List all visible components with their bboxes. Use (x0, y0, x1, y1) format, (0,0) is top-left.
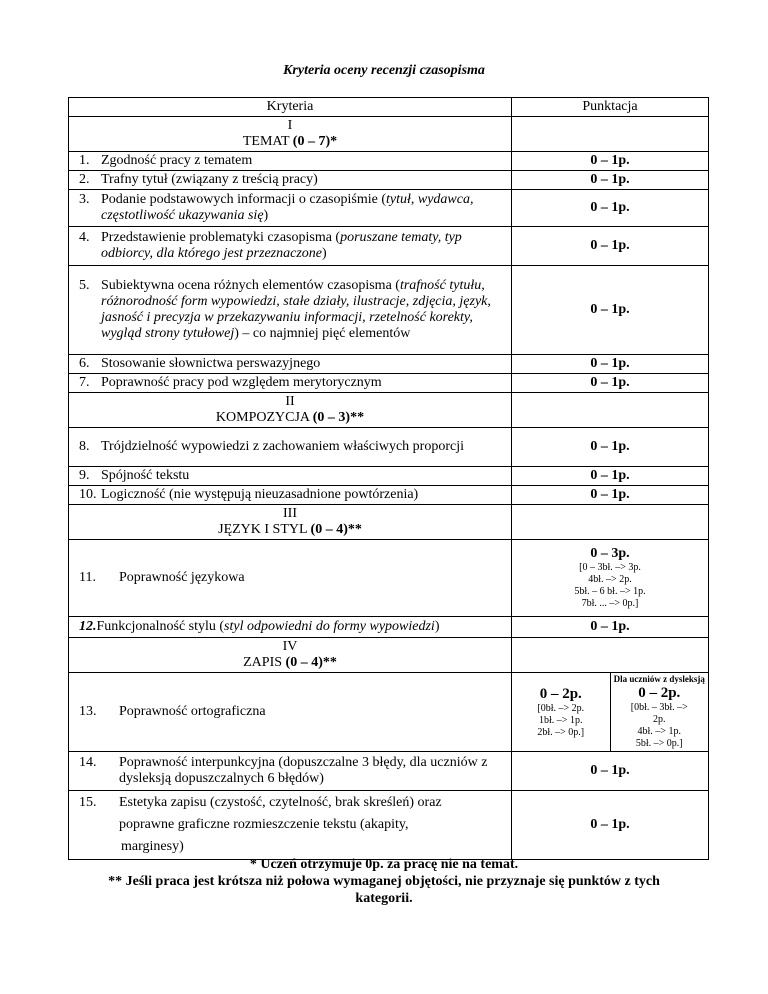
item-text: Trójdzielność wypowiedzi z zachowaniem właściwych proporcji (101, 439, 464, 454)
table-row (69, 428, 709, 467)
score-detail: [0bł. – 3bł. –> (630, 702, 688, 713)
item-text: Zgodność pracy z tematem (101, 153, 253, 168)
item-score-cell (512, 540, 709, 617)
item-number: 8. (79, 439, 90, 454)
item-score: 0 – 2p. (539, 686, 582, 702)
section-name: KOMPOZYCJA (215, 410, 310, 425)
item-number: 13. (79, 704, 97, 719)
item-text: Spójność tekstu (101, 468, 190, 483)
item-score: 0 – 1p. (512, 266, 709, 355)
section-range: (0 – 3) (312, 410, 351, 425)
table-row (69, 355, 709, 374)
section-mark: * (330, 134, 338, 149)
section-roman: III (283, 506, 297, 521)
item-text: Funkcjonalność stylu (styl odpowiedni do formy wypowiedzi) (96, 619, 440, 634)
score-detail: 2bł. –> 0p.] (537, 727, 585, 738)
header-criteria: Kryteria (69, 98, 512, 117)
footnotes (0, 856, 768, 907)
table-row (69, 791, 709, 860)
score-detail: 5bł. – 6 bł. –> 1p. (574, 586, 646, 597)
item-score: 0 – 1p. (512, 752, 709, 791)
section-mark: ** (322, 655, 337, 670)
item-text: Przedstawienie problematyki czasopisma (poruszane tematy, typ odbiorcy, dla którego jest przeznaczone) (101, 230, 462, 261)
score-detail: 4bł. –> 1p. (637, 726, 681, 737)
item-text: Estetyka zapisu (czystość, czytelność, brak skreśleń) oraz (119, 795, 442, 810)
item-score: 0 – 1p. (512, 190, 709, 227)
section-mark: ** (347, 522, 362, 537)
section-row (69, 505, 709, 540)
item-number: 3. (79, 192, 90, 207)
score-detail: 5bł. –> 0p.] (635, 738, 683, 749)
score-detail: 4bł. –> 2p. (588, 574, 632, 585)
table-row (69, 673, 709, 752)
item-text: Poprawność interpunkcyjna (dopuszczalne 3 błędy, dla uczniów z dysleksją dopuszczalnych 6 błędów) (119, 755, 488, 786)
item-number: 11. (79, 570, 96, 585)
item-number: 10. (79, 487, 97, 502)
dyslexia-label: Dla uczniów z dysleksją (613, 674, 705, 684)
section-roman: II (285, 394, 295, 409)
item-number: 7. (79, 375, 90, 390)
item-score: 0 – 1p. (512, 467, 709, 486)
table-row (69, 486, 709, 505)
item-score: 0 – 1p. (512, 617, 709, 638)
table-row (69, 540, 709, 617)
item-score: 0 – 1p. (512, 486, 709, 505)
section-row (69, 117, 709, 152)
item-text: Trafny tytuł (związany z treścią pracy) (101, 172, 318, 187)
item-score: 0 – 1p. (512, 152, 709, 171)
item-number: 9. (79, 468, 90, 483)
score-detail: [0bł. –> 2p. (537, 703, 585, 714)
section-name: TEMAT (242, 134, 290, 149)
item-number: 6. (79, 356, 90, 371)
item-score-cell (512, 673, 709, 752)
item-text: Subiektywna ocena różnych elementów czasopisma (trafność tytułu, różnorodność form wypowiedzi, stałe działy, ilustracje, zdjęcia, język, jasność i precyzja w przekazywaniu informacji, rzetelność korekty, wygląd strony tytułowej) – co najmniej pięć elementów (101, 278, 491, 341)
section-range: (0 – 7) (292, 134, 331, 149)
item-score: 0 – 1p. (512, 374, 709, 393)
score-detail: 2p. (653, 714, 666, 725)
section-range: (0 – 4) (285, 655, 323, 670)
table-row (69, 467, 709, 486)
item-score: 0 – 1p. (512, 428, 709, 467)
item-score: 0 – 1p. (512, 355, 709, 374)
criteria-table (68, 97, 709, 860)
item-text-line: poprawne graficzne rozmieszczenie tekstu (akapity, (119, 817, 409, 832)
dyslexia-score: 0 – 2p. (638, 685, 681, 701)
table-row (69, 171, 709, 190)
item-number: 4. (79, 230, 90, 245)
header-points: Punktacja (512, 98, 709, 117)
section-mark: ** (350, 410, 365, 425)
section-roman: I (287, 118, 293, 133)
score-detail: 1bł. –> 1p. (539, 715, 583, 726)
item-score: 0 – 1p. (512, 171, 709, 190)
section-roman: IV (282, 639, 298, 654)
item-score: 0 – 1p. (512, 227, 709, 266)
document-title: Kryteria oceny recenzji czasopisma (283, 63, 485, 78)
table-header-row (69, 98, 709, 117)
score-standard (512, 673, 610, 751)
item-text: Poprawność pracy pod względem merytorycznym (101, 375, 382, 390)
score-detail: [0 – 3bł. –> 3p. (579, 562, 641, 573)
table-row (69, 374, 709, 393)
item-text-line: marginesy) (121, 839, 184, 854)
item-number: 12. (79, 619, 97, 634)
score-dyslexia (610, 673, 709, 751)
item-text: Podanie podstawowych informacji o czasopiśmie (tytuł, wydawca, częstotliwość ukazywania się) (101, 192, 474, 223)
footnote-length: ** Jeśli praca jest krótsza niż połowa wymaganej objętości, nie przyznaje się punktów z tych kategorii. (108, 874, 660, 906)
section-row (69, 638, 709, 673)
section-name: JĘZYK I STYL (218, 522, 308, 537)
item-number: 2. (79, 172, 90, 187)
item-number: 1. (79, 153, 90, 168)
item-score: 0 – 1p. (512, 791, 709, 860)
item-text: Stosowanie słownictwa perswazyjnego (101, 356, 321, 371)
item-text: Poprawność językowa (119, 570, 245, 585)
item-number: 5. (79, 278, 90, 293)
item-text: Logiczność (nie występują nieuzasadnione powtórzenia) (101, 487, 419, 502)
table-row (69, 752, 709, 791)
score-detail: 7bł. ... –> 0p.] (581, 598, 639, 609)
section-row (69, 393, 709, 428)
item-number: 14. (79, 755, 97, 770)
section-range: (0 – 4) (310, 522, 348, 537)
table-row (69, 266, 709, 355)
table-row (69, 152, 709, 171)
item-text: Poprawność ortograficzna (119, 704, 266, 719)
footnote-topic: * Uczeń otrzymuje 0p. za pracę nie na temat. (249, 857, 519, 872)
table-row (69, 190, 709, 227)
table-row (69, 617, 709, 638)
table-row (69, 227, 709, 266)
item-score: 0 – 3p. (590, 546, 630, 561)
section-name: ZAPIS (243, 655, 283, 670)
item-number: 15. (79, 795, 97, 810)
